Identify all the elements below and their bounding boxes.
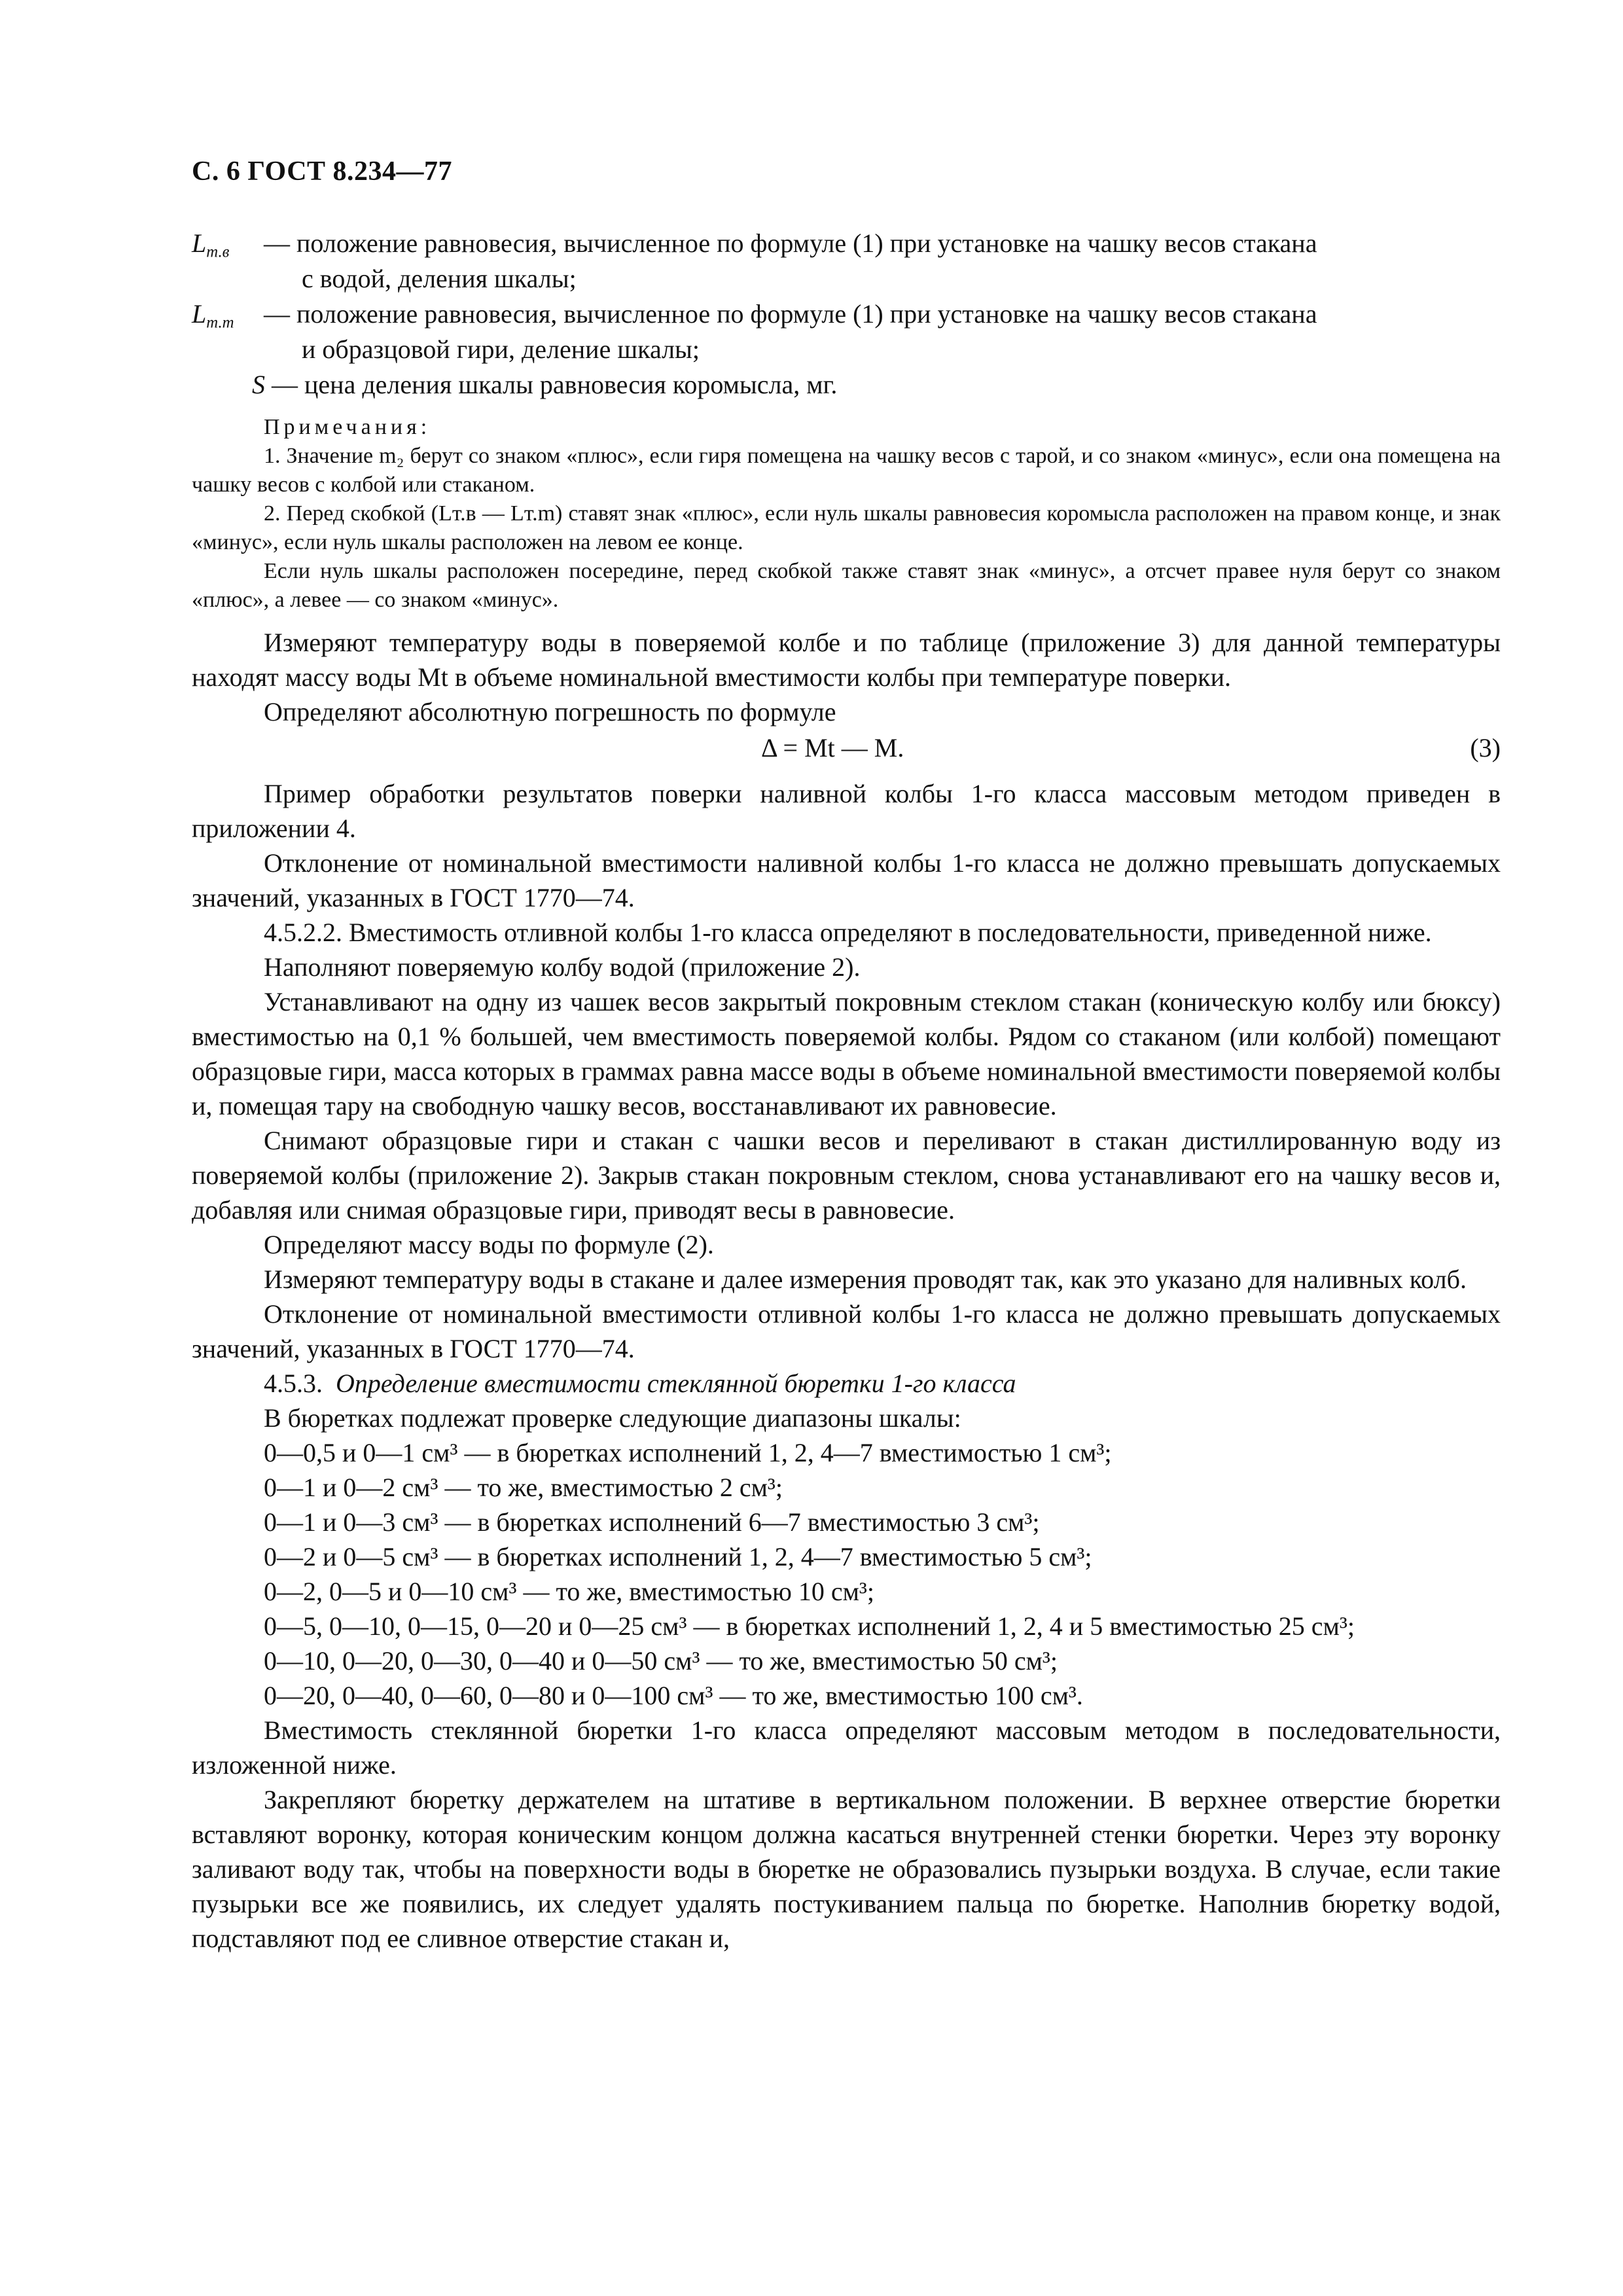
range-item: 0—0,5 и 0—1 см³ — в бюретках исполнений 1, 2, 4—7 вместимостью 1 см³; [264, 1438, 1112, 1467]
paragraph: Определяют массу воды по формуле (2). [264, 1230, 714, 1259]
paragraph: Пример обработки результатов поверки наливной колбы 1-го класса массовым методом приведен в приложении 4. [192, 779, 1501, 843]
paragraph: Вместимость стеклянной бюретки 1-го класса определяют массовым методом в последовательности, изложенной ниже. [192, 1715, 1501, 1780]
range-item: 0—10, 0—20, 0—30, 0—40 и 0—50 см³ — то же, вместимостью 50 см³; [264, 1646, 1058, 1676]
page-header: С. 6 ГОСТ 8.234—77 [192, 156, 453, 187]
notes-title: Примечания: [264, 415, 431, 439]
definition-continuation: и образцовой гири, деление шкалы; [302, 334, 700, 364]
range-item: 0—20, 0—40, 0—60, 0—80 и 0—100 см³ — то же, вместимостью 100 см³. [264, 1681, 1083, 1710]
formula-number: (3) [1470, 733, 1501, 762]
paragraph: В бюретках подлежат проверке следующие диапазоны шкалы: [264, 1403, 961, 1433]
note-3: Если нуль шкалы расположен посередине, перед скобкой также ставят знак «минус», а отсчет правее нуля берут со знаком «плюс», а левее — со знаком «минус». [192, 559, 1501, 612]
definition-s [192, 367, 1501, 404]
definition-text: — цена деления шкалы равновесия коромысла, мг. [272, 370, 838, 399]
range-item: 0—2 и 0—5 см³ — в бюретках исполнений 1, 2, 4—7 вместимостью 5 см³; [264, 1542, 1092, 1571]
range-item: 0—1 и 0—3 см³ — в бюретках исполнений 6—7 вместимостью 3 см³; [264, 1507, 1040, 1537]
formula-text: Δ = Mt — M. [761, 733, 904, 762]
range-item: 0—2, 0—5 и 0—10 см³ — то же, вместимостью 10 см³; [264, 1577, 875, 1606]
definition-symbol: S [252, 370, 265, 399]
paragraph: Измеряют температуру воды в стакане и далее измерения проводят так, как это указано для наливных колб. [264, 1265, 1467, 1294]
paragraph: Снимают образцовые гири и стакан с чашки весов и переливают в стакан дистиллированную воду из поверяемой колбы (приложение 2). Закрыв стакан покровным стеклом, снова устанавливают его на чашку весов и, добавляя или снимая образцовые гири, приводят весы в равновесие. [192, 1126, 1501, 1225]
range-item: 0—5, 0—10, 0—15, 0—20 и 0—25 см³ — в бюретках исполнений 1, 2, 4 и 5 вместимостью 25 см³; [264, 1611, 1355, 1641]
definition-symbol: $L_{т.m}$ [192, 299, 234, 332]
section-title: Определение вместимости стеклянной бюретки 1-го класса [336, 1369, 1016, 1398]
paragraph: 4.5.2.2. Вместимость отливной колбы 1-го класса определяют в последовательности, приведенной ниже. [264, 918, 1432, 947]
definition-text: — положение равновесия, вычисленное по формуле (1) при установке на чашку весов стакана [264, 299, 1317, 329]
note-1: 1. Значение m₂ берут со знаком «плюс», если гиря помещена на чашку весов с тарой, и со знаком «минус», если она помещена на чашку весов с колбой или стаканом. [192, 444, 1501, 497]
definition-ltm [192, 296, 1501, 367]
paragraph: Отклонение от номинальной вместимости отливной колбы 1-го класса не должно превышать допускаемых значений, указанных в ГОСТ 1770—74. [192, 1299, 1501, 1363]
range-item: 0—1 и 0—2 см³ — то же, вместимостью 2 см³; [264, 1473, 783, 1502]
definition-text: — положение равновесия, вычисленное по формуле (1) при установке на чашку весов стакана [264, 228, 1317, 258]
definition-ltv [192, 226, 1501, 296]
definition-continuation: с водой, деления шкалы; [302, 264, 577, 293]
paragraph: Закрепляют бюретку держателем на штативе в вертикальном положении. В верхнее отверстие бюретки вставляют воронку, которая коническим концом должна касаться внутренней стенки бюретки. Через эту воронку заливают воду так, чтобы на поверхности воды в бюретке не образовались пузырьки воздуха. В случае, если такие пузырьки все же появились, их следует удалять постукиванием пальца по бюретке. Наполнив бюретку водой, подставляют под ее сливное отверстие стакан и, [192, 1785, 1501, 1953]
paragraph: Отклонение от номинальной вместимости наливной колбы 1-го класса не должно превышать допускаемых значений, указанных в ГОСТ 1770—74. [192, 848, 1501, 912]
paragraph: Определяют абсолютную погрешность по формуле [264, 697, 836, 726]
note-2: 2. Перед скобкой (Lт.в — Lт.m) ставят знак «плюс», если нуль шкалы равновесия коромысла расположен на правом конце, и знак «минус», если нуль шкалы расположен на левом ее конце. [192, 501, 1501, 554]
definition-symbol: $L_{т.в}$ [192, 228, 230, 261]
paragraph: Устанавливают на одну из чашек весов закрытый покровным стеклом стакан (коническую колбу или бюксу) вместимостью на 0,1 % большей, чем вместимость поверяемой колбы. Рядом со стаканом (или колбой) помещают образцовые гири, масса которых в граммах равна массе воды в объеме номинальной вместимости поверяемой колбы и, помещая тару на свободную чашку весов, восстанавливают их равновесие. [192, 987, 1501, 1121]
formula-3 [192, 729, 1501, 767]
paragraph: Наполняют поверяемую колбу водой (приложение 2). [264, 952, 861, 982]
paragraph: Измеряют температуру воды в поверяемой колбе и по таблице (приложение 3) для данной температуры находят массу воды Mt в объеме номинальной вместимости колбы при температуре поверки. [192, 628, 1501, 692]
notes-block [192, 413, 1501, 615]
section-heading [192, 1366, 1501, 1401]
section-number: 4.5.3. [264, 1369, 323, 1398]
page-body [192, 226, 1501, 1956]
